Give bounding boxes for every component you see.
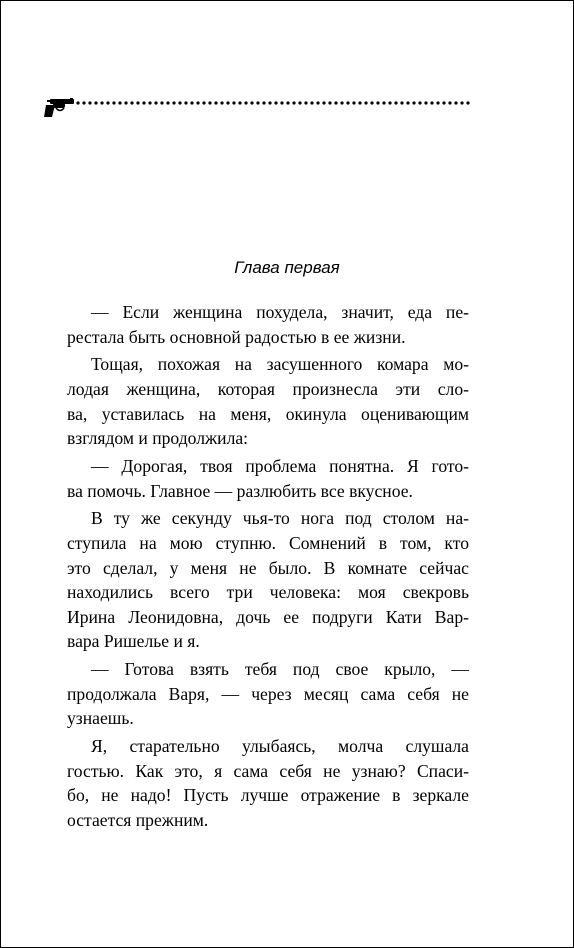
text-line: Я, старательно улыбаясь, молча слушала (91, 736, 469, 757)
dotted-rule (76, 101, 469, 104)
chapter-title: Глава первая (234, 258, 340, 277)
text-line: ва, уставилась на меня, окинула оценивающим (67, 403, 469, 424)
chapter-ornament (44, 96, 474, 120)
text-line: ступила на мою ступню. Сомнений в том, кто (67, 532, 469, 553)
text-line: взглядом и продолжила: (67, 428, 249, 449)
text-line: бо, не надо! Пусть лучше отражение в зеркале (67, 785, 469, 806)
text-line: узнаешь. (67, 708, 134, 729)
text-line: — Дорогая, твоя проблема понятна. Я гото- (91, 455, 469, 476)
text-line: продолжала Варя, — через месяц сама себя не (67, 683, 469, 704)
text-line: находились всего три человека: моя свекровь (67, 582, 469, 603)
text-line: — Если женщина похудела, значит, еда пе- (91, 302, 469, 322)
paragraph (67, 506, 469, 654)
text-line: Тощая, похожая на засушенного комара мо- (91, 354, 469, 375)
text-line: остается прежним. (67, 809, 209, 830)
paragraph (67, 352, 469, 450)
text-line: это сделал, у меня не было. В комнате сейчас (67, 557, 469, 578)
text-line: Ирина Леонидовна, дочь ее подруги Кати Вар- (67, 606, 469, 627)
paragraph (67, 657, 469, 731)
text-line: ва помочь. Главное — разлюбить все вкусное. (67, 480, 413, 501)
text-line: рестала быть основной радостью в ее жизни. (67, 326, 406, 347)
revolver-icon (44, 96, 474, 120)
body-text (67, 300, 469, 836)
text-line: гостью. Как это, я сама себя не узнаю? Спаси- (67, 760, 469, 781)
text-line: вара Ришелье и я. (67, 631, 200, 652)
paragraph (67, 734, 469, 832)
text-line: — Готова взять тебя под свое крыло, — (91, 659, 469, 680)
paragraph (67, 300, 469, 349)
text-line: В ту же секунду чья-то нога под столом на- (91, 508, 469, 529)
paragraph (67, 454, 469, 503)
text-line: лодая женщина, которая произнесла эти сло- (67, 378, 469, 399)
